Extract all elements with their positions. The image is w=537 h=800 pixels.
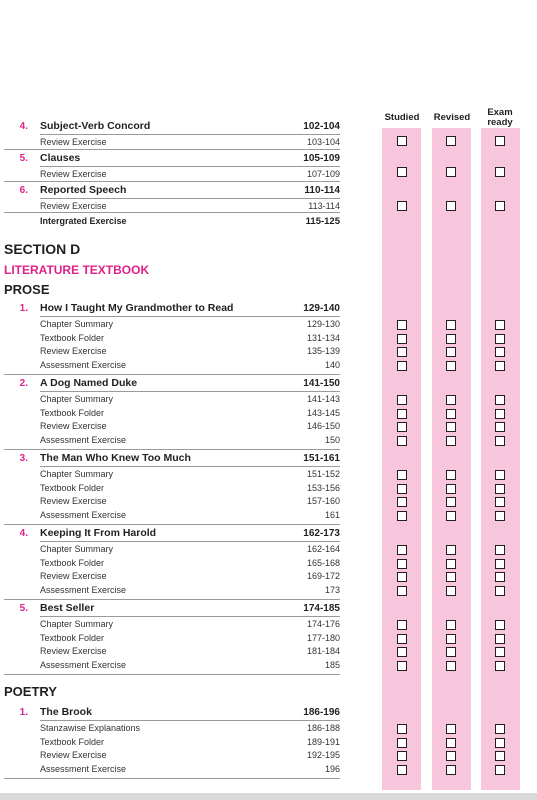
chapter-number: 1. — [19, 303, 28, 314]
divider — [4, 524, 340, 525]
studied-checkbox[interactable] — [397, 661, 407, 671]
studied-checkbox[interactable] — [397, 497, 407, 507]
chapter-title[interactable]: Reported Speech — [40, 184, 127, 196]
chapter-pages: 102-104 — [303, 121, 340, 132]
sub-item-pages: 107-109 — [306, 169, 340, 179]
sub-item-label[interactable]: Chapter Summary — [40, 319, 114, 329]
studied-checkbox[interactable] — [397, 201, 407, 211]
exam-ready-checkbox[interactable] — [495, 497, 505, 507]
exam-ready-checkbox[interactable] — [495, 361, 505, 371]
sub-item-pages: 162-164 — [306, 544, 340, 554]
chapter-number: 5. — [19, 603, 28, 614]
sub-item-pages: 161 — [324, 509, 340, 520]
exam-ready-checkbox[interactable] — [495, 201, 505, 211]
divider — [40, 391, 340, 392]
divider — [4, 149, 340, 150]
sub-item-pages: 103-104 — [306, 137, 340, 147]
sub-item-label[interactable]: Review Exercise — [40, 421, 107, 432]
sub-item-pages: 181-184 — [306, 646, 340, 657]
chapter-number: 3. — [19, 453, 28, 464]
revised-checkbox[interactable] — [446, 738, 456, 748]
exam-ready-checkbox[interactable] — [495, 647, 505, 657]
sub-item-label[interactable]: Chapter Summary — [40, 469, 114, 479]
divider — [40, 166, 340, 167]
exam-ready-checkbox[interactable] — [495, 334, 505, 344]
revised-checkbox[interactable] — [446, 497, 456, 507]
exam-ready-checkbox[interactable] — [495, 167, 505, 177]
chapter-title[interactable]: Subject-Verb Concord — [40, 120, 151, 132]
studied-checkbox[interactable] — [397, 751, 407, 761]
chapter-number: 5. — [19, 153, 28, 164]
studied-checkbox[interactable] — [397, 765, 407, 775]
revised-checkbox[interactable] — [446, 765, 456, 775]
sub-item-label[interactable]: Textbook Folder — [40, 632, 105, 643]
revised-checkbox[interactable] — [446, 572, 456, 582]
studied-checkbox[interactable] — [397, 436, 407, 446]
sub-item-label[interactable]: Textbook Folder — [40, 482, 105, 493]
chapter-number: 4. — [19, 121, 28, 132]
literature-heading: LITERATURE TEXTBOOK — [4, 263, 150, 277]
exam-ready-checkbox[interactable] — [495, 470, 505, 480]
sub-item-label[interactable]: Textbook Folder — [40, 557, 105, 568]
revised-checkbox[interactable] — [446, 320, 456, 330]
sub-item-label[interactable]: Review Exercise — [40, 646, 107, 657]
sub-item-pages: 169-172 — [306, 571, 340, 582]
exam-ready-checkbox[interactable] — [495, 765, 505, 775]
exam-ready-checkbox[interactable] — [495, 586, 505, 596]
exam-ready-checkbox[interactable] — [495, 572, 505, 582]
sub-item-pages: 189-191 — [306, 736, 340, 747]
sub-item-label[interactable]: Chapter Summary — [40, 544, 114, 554]
exam-ready-header: Exam ready — [487, 107, 513, 128]
exam-ready-checkbox[interactable] — [495, 661, 505, 671]
sub-item-pages: 173 — [324, 584, 340, 595]
chapter-pages: 105-109 — [303, 153, 340, 164]
divider — [4, 674, 340, 675]
sub-item-pages: 174-176 — [306, 619, 340, 629]
prose-heading: PROSE — [4, 282, 50, 297]
revised-checkbox[interactable] — [446, 167, 456, 177]
revised-checkbox[interactable] — [446, 559, 456, 569]
revised-checkbox[interactable] — [446, 484, 456, 494]
divider — [4, 778, 340, 779]
sub-item-pages: 153-156 — [306, 482, 340, 493]
sub-item-pages: 157-160 — [306, 496, 340, 507]
section-heading: SECTION D — [4, 241, 81, 257]
sub-item-pages: 140 — [324, 359, 340, 370]
exam-ready-checkbox[interactable] — [495, 559, 505, 569]
chapter-pages: 141-150 — [303, 378, 340, 389]
chapter-title[interactable]: The Brook — [40, 706, 92, 718]
sub-item-label[interactable]: Review Exercise — [40, 750, 107, 761]
chapter-number: 6. — [19, 185, 28, 196]
divider — [40, 616, 340, 617]
exam-ready-checkbox[interactable] — [495, 320, 505, 330]
divider — [4, 599, 340, 600]
studied-checkbox[interactable] — [397, 724, 407, 734]
divider — [40, 466, 340, 467]
sub-item-label[interactable]: Chapter Summary — [40, 619, 114, 629]
exam-ready-checkbox[interactable] — [495, 136, 505, 146]
divider — [4, 212, 340, 213]
studied-checkbox[interactable] — [397, 586, 407, 596]
sub-item-pages: 141-143 — [306, 394, 340, 404]
studied-checkbox[interactable] — [397, 409, 407, 419]
revised-checkbox[interactable] — [446, 347, 456, 357]
exam-ready-checkbox[interactable] — [495, 484, 505, 494]
sub-item-label[interactable]: Textbook Folder — [40, 736, 105, 747]
revised-checkbox[interactable] — [446, 724, 456, 734]
revised-checkbox[interactable] — [446, 620, 456, 630]
revised-checkbox[interactable] — [446, 436, 456, 446]
studied-checkbox[interactable] — [397, 395, 407, 405]
exam-ready-checkbox[interactable] — [495, 436, 505, 446]
chapter-title[interactable]: Keeping It From Harold — [40, 527, 157, 539]
studied-checkbox[interactable] — [397, 334, 407, 344]
sub-item-label[interactable]: Assessment Exercise — [40, 434, 127, 445]
studied-column — [382, 128, 421, 790]
sub-item-label[interactable]: Textbook Folder — [40, 332, 105, 343]
divider — [40, 720, 340, 721]
sub-item-label[interactable]: Review Exercise — [40, 169, 107, 179]
sub-item-pages: 151-152 — [306, 469, 340, 479]
revised-checkbox[interactable] — [446, 586, 456, 596]
chapter-number: 1. — [19, 707, 28, 718]
studied-checkbox[interactable] — [397, 647, 407, 657]
sub-item-pages: 186-188 — [306, 723, 340, 733]
sub-item-label[interactable]: Assessment Exercise — [40, 763, 127, 774]
exam-ready-checkbox[interactable] — [495, 738, 505, 748]
sub-item-label[interactable]: Assessment Exercise — [40, 659, 127, 670]
chapter-pages: 129-140 — [303, 303, 340, 314]
exam-ready-checkbox[interactable] — [495, 422, 505, 432]
chapter-pages: 110-114 — [304, 185, 340, 196]
chapter-pages: 162-173 — [303, 528, 340, 539]
revised-checkbox[interactable] — [446, 361, 456, 371]
sub-item-pages: 192-195 — [306, 750, 340, 761]
studied-checkbox[interactable] — [397, 136, 407, 146]
revised-checkbox[interactable] — [446, 751, 456, 761]
sub-item-label[interactable]: Review Exercise — [40, 571, 107, 582]
studied-checkbox[interactable] — [397, 511, 407, 521]
revised-header: Revised — [433, 112, 471, 123]
revised-checkbox[interactable] — [446, 422, 456, 432]
poetry-heading: POETRY — [4, 684, 57, 699]
sub-item-label[interactable]: Stanzawise Explanations — [40, 723, 141, 733]
chapter-number: 4. — [19, 528, 28, 539]
studied-checkbox[interactable] — [397, 545, 407, 555]
sub-item-label[interactable]: Assessment Exercise — [40, 509, 127, 520]
studied-checkbox[interactable] — [397, 484, 407, 494]
studied-checkbox[interactable] — [397, 620, 407, 630]
sub-item-pages: 113-114 — [308, 201, 340, 211]
chapter-title[interactable]: How I Taught My Grandmother to Read — [40, 302, 234, 314]
chapter-pages: 186-196 — [303, 707, 340, 718]
sub-item-pages: 131-134 — [306, 332, 340, 343]
sub-item-label[interactable]: Review Exercise — [40, 346, 107, 357]
integrated-exercise-pages: 115-125 — [305, 216, 340, 227]
revised-checkbox[interactable] — [446, 395, 456, 405]
sub-item-pages: 185 — [324, 659, 340, 670]
exam-ready-checkbox[interactable] — [495, 511, 505, 521]
sub-item-label[interactable]: Review Exercise — [40, 137, 107, 147]
revised-checkbox[interactable] — [446, 470, 456, 480]
exam-ready-checkbox[interactable] — [495, 634, 505, 644]
studied-checkbox[interactable] — [397, 167, 407, 177]
revised-checkbox[interactable] — [446, 511, 456, 521]
studied-checkbox[interactable] — [397, 347, 407, 357]
sub-item-pages: 143-145 — [306, 407, 340, 418]
sub-item-pages: 146-150 — [306, 421, 340, 432]
sub-item-label[interactable]: Review Exercise — [40, 201, 107, 211]
chapter-number: 2. — [19, 378, 28, 389]
sub-item-pages: 150 — [324, 434, 340, 445]
revised-checkbox[interactable] — [446, 409, 456, 419]
divider — [40, 316, 340, 317]
exam-ready-column — [481, 128, 520, 790]
exam-ready-checkbox[interactable] — [495, 724, 505, 734]
studied-checkbox[interactable] — [397, 470, 407, 480]
footer-bar — [0, 793, 537, 800]
exam-ready-checkbox[interactable] — [495, 395, 505, 405]
exam-ready-checkbox[interactable] — [495, 545, 505, 555]
chapter-title[interactable]: The Man Who Knew Too Much — [40, 452, 191, 464]
sub-item-label[interactable]: Assessment Exercise — [40, 584, 127, 595]
exam-ready-checkbox[interactable] — [495, 620, 505, 630]
divider — [4, 181, 340, 182]
revised-checkbox[interactable] — [446, 634, 456, 644]
studied-checkbox[interactable] — [397, 320, 407, 330]
chapter-title[interactable]: Best Seller — [40, 602, 95, 614]
divider — [40, 134, 340, 135]
studied-checkbox[interactable] — [397, 361, 407, 371]
sub-item-label[interactable]: Assessment Exercise — [40, 359, 127, 370]
studied-checkbox[interactable] — [397, 738, 407, 748]
sub-item-pages: 135-139 — [306, 346, 340, 357]
chapter-title[interactable]: A Dog Named Duke — [40, 377, 138, 389]
divider — [4, 374, 340, 375]
studied-checkbox[interactable] — [397, 634, 407, 644]
chapter-pages: 151-161 — [303, 453, 340, 464]
studied-header: Studied — [384, 112, 420, 123]
sub-item-pages: 165-168 — [306, 557, 340, 568]
sub-item-label[interactable]: Chapter Summary — [40, 394, 114, 404]
chapter-pages: 174-185 — [303, 603, 340, 614]
revised-column — [432, 128, 471, 790]
divider — [4, 449, 340, 450]
revised-checkbox[interactable] — [446, 647, 456, 657]
revised-checkbox[interactable] — [446, 201, 456, 211]
revised-checkbox[interactable] — [446, 334, 456, 344]
revised-checkbox[interactable] — [446, 545, 456, 555]
sub-item-pages: 129-130 — [306, 319, 340, 329]
revised-checkbox[interactable] — [446, 661, 456, 671]
sub-item-pages: 177-180 — [306, 632, 340, 643]
chapter-title[interactable]: Clauses — [40, 152, 81, 164]
divider — [40, 198, 340, 199]
sub-item-pages: 196 — [324, 763, 340, 774]
divider — [40, 541, 340, 542]
revised-checkbox[interactable] — [446, 136, 456, 146]
studied-checkbox[interactable] — [397, 559, 407, 569]
exam-ready-checkbox[interactable] — [495, 751, 505, 761]
exam-ready-checkbox[interactable] — [495, 347, 505, 357]
sub-item-label[interactable]: Textbook Folder — [40, 407, 105, 418]
exam-ready-checkbox[interactable] — [495, 409, 505, 419]
studied-checkbox[interactable] — [397, 572, 407, 582]
studied-checkbox[interactable] — [397, 422, 407, 432]
sub-item-label[interactable]: Review Exercise — [40, 496, 107, 507]
integrated-exercise-label[interactable]: Intergrated Exercise — [40, 216, 127, 226]
